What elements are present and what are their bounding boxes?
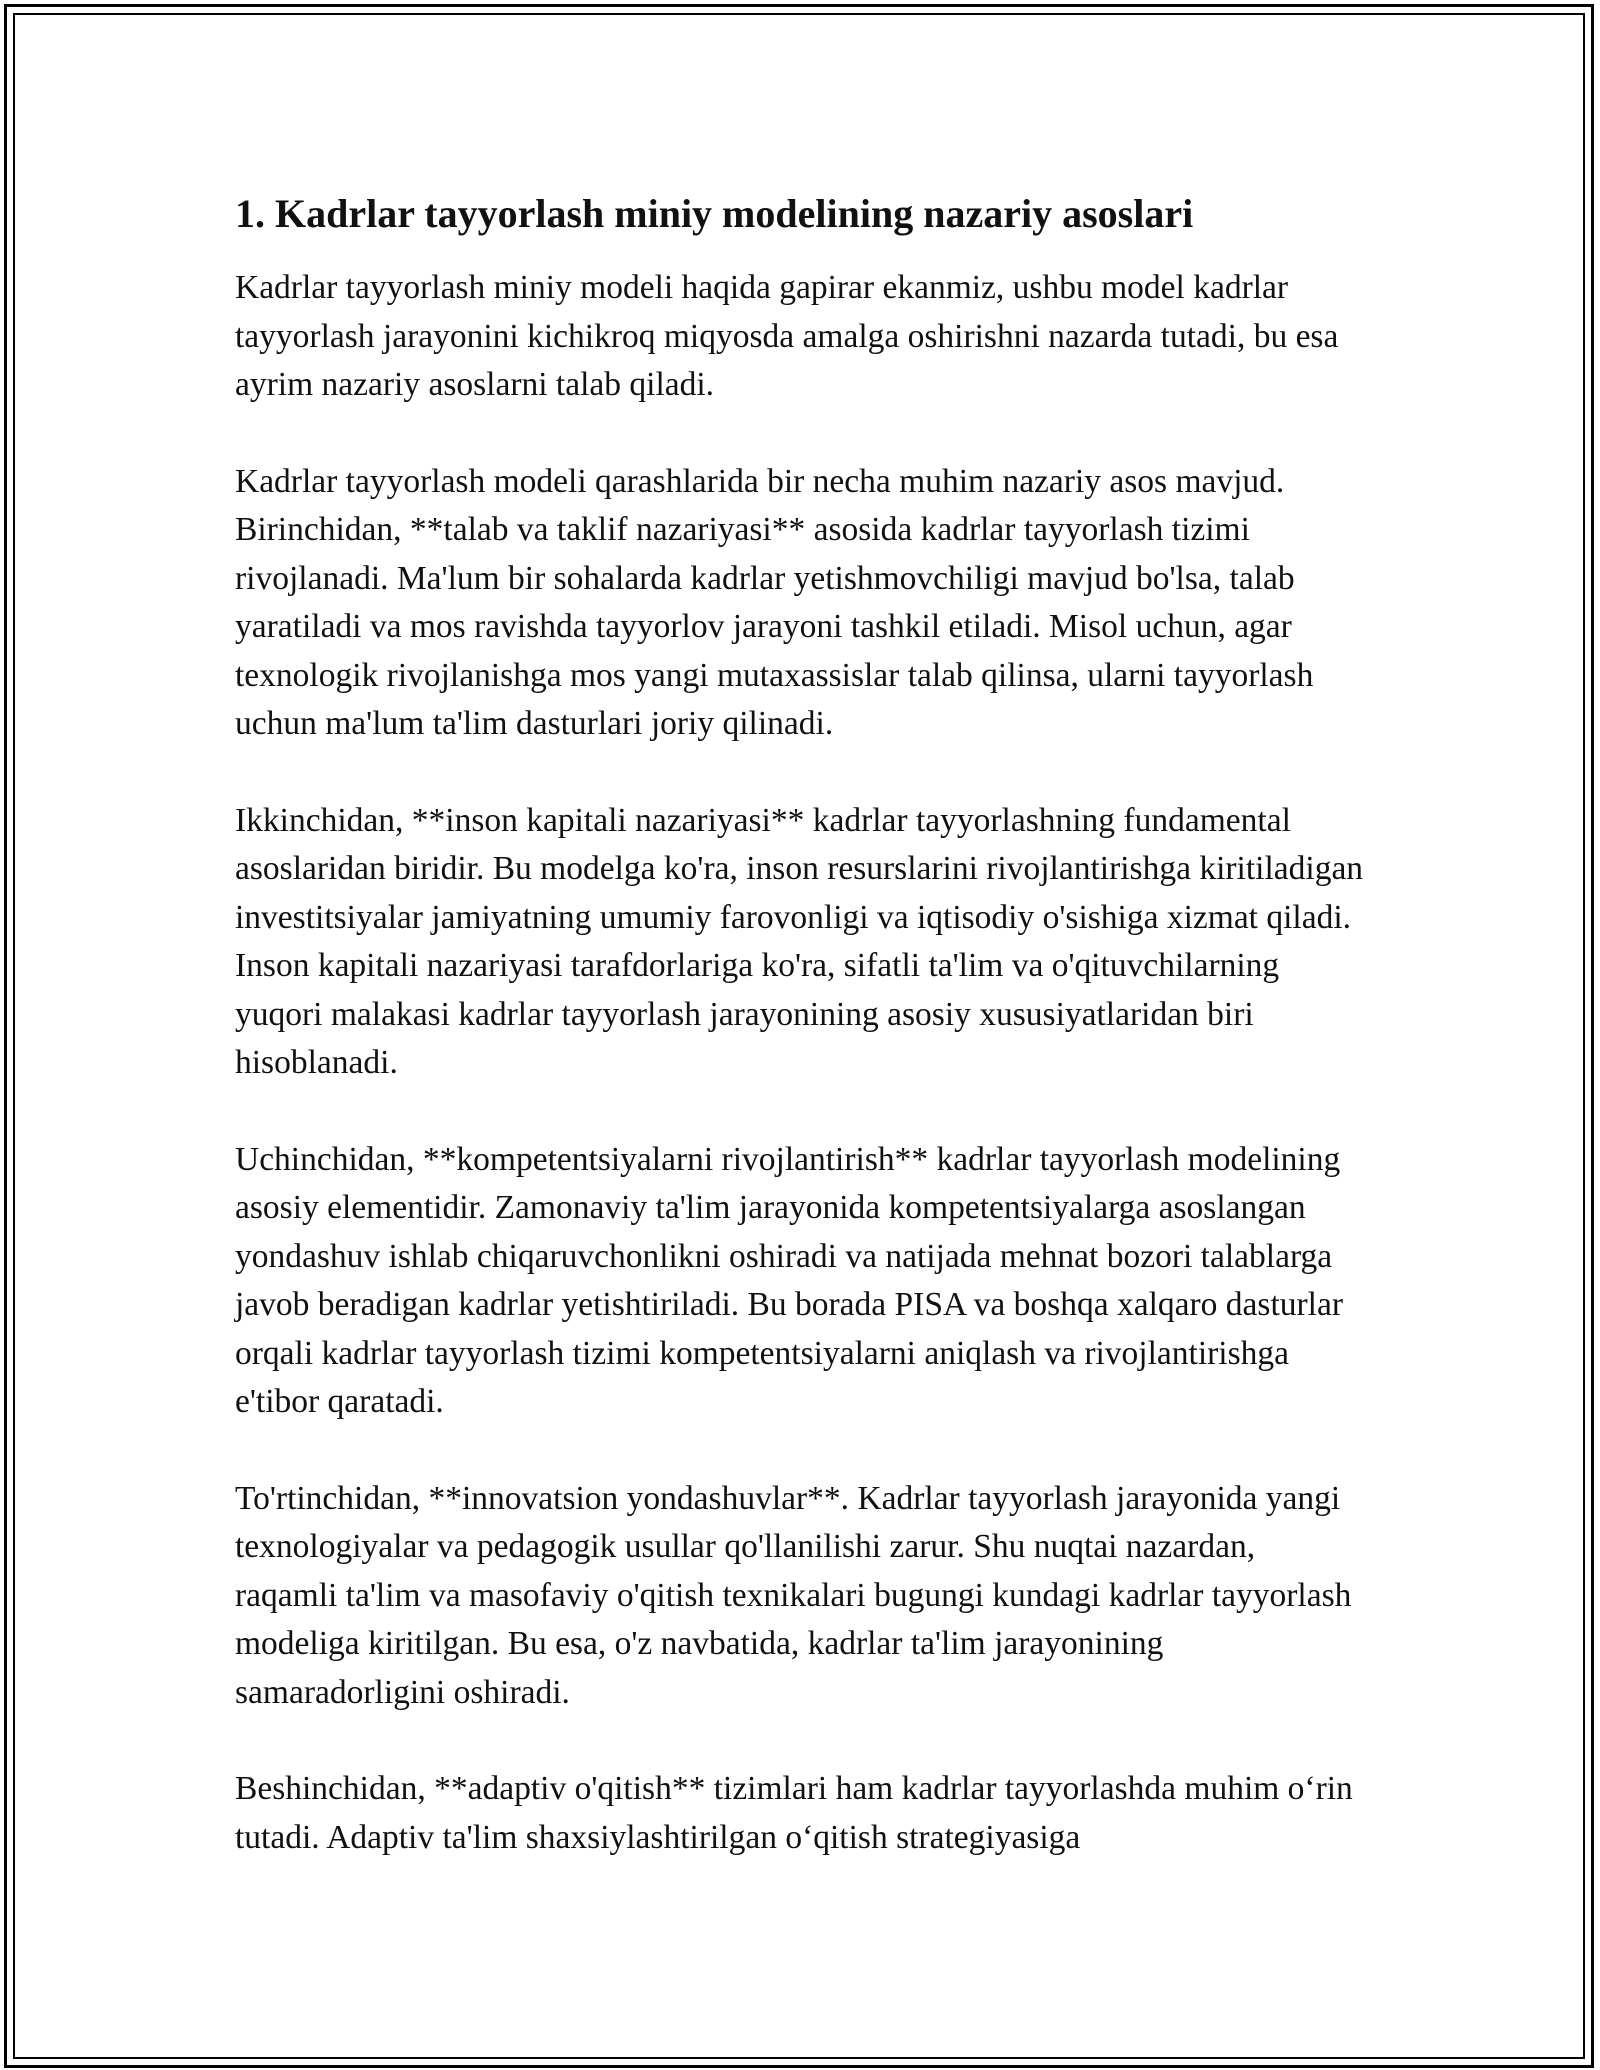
paragraph-adaptive: Beshinchidan, **adaptiv o'qitish** tizimlari ham kadrlar tayyorlashda muhim o‘rin tutadi. Adaptiv ta'lim shaxsiylashtirilgan o‘qitish strategiyasiga [235,1770,1353,1856]
paragraph-intro: Kadrlar tayyorlash miniy modeli haqida gapirar ekanmiz, ushbu model kadrlar tayyorlash jarayonini kichikroq miqyosda amalga oshirishni nazarda tutadi, bu esa ayrim nazariy asoslarni talab qiladi. [235,269,1339,403]
paragraph-supply-demand: Kadrlar tayyorlash modeli qarashlarida bir necha muhim nazariy asos mavjud. Birinchidan, **talab va taklif nazariyasi** asosida kadrlar tayyorlash tizimi rivojlanadi. Ma'lum bir sohalarda kadrlar yetishmovchiligi mavjud bo'lsa, talab yaratiladi va mos ravishda tayyorlov jarayoni tashkil etiladi. Misol uchun, agar texnologik rivojlanishga mos yangi mutaxassislar talab qilinsa, ularni tayyorlash uchun ma'lum ta'lim dasturlari joriy qilinadi. [235,462,1314,742]
paragraph-human-capital: Ikkinchidan, **inson kapitali nazariyasi** kadrlar tayyorlashning fundamental asoslaridan biridir. Bu modelga ko'ra, inson resurslarini rivojlantirishga kiritiladigan investitsiyalar jamiyatning umumiy farovonligi va iqtisodiy o'sishiga xizmat qiladi. Inson kapitali nazariyasi tarafdorlariga ko'ra, sifatli ta'lim va o'qituvchilarning yuqori malakasi kadrlar tayyorlash jarayonining asosiy xususiyatlaridan biri hisoblanadi. [235,801,1364,1081]
paragraph-competencies: Uchinchidan, **kompetentsiyalarni rivojlantirish** kadrlar tayyorlash modelining asosiy elementidir. Zamonaviy ta'lim jarayonida kompetentsiyalarga asoslangan yondashuv ishlab chiqaruvchonlikni oshiradi va natijada mehnat bozori talablarga javob beradigan kadrlar yetishtiriladi. Bu borada PISA va boshqa xalqaro dasturlar orqali kadrlar tayyorlash tizimi kompetentsiyalarni aniqlash va rivojlantirishga e'tibor qaratadi. [235,1140,1343,1420]
paragraph-innovation: To'rtinchidan, **innovatsion yondashuvlar**. Kadrlar tayyorlash jarayonida yangi texnologiyalar va pedagogik usullar qo'llanilishi zarur. Shu nuqtai nazardan, raqamli ta'lim va masofaviy o'qitish texnikalari bugungi kundagi kadrlar tayyorlash modeliga kiritilgan. Bu esa, o'z navbatida, kadrlar ta'lim jarayonining samaradorligini oshiradi. [235,1479,1352,1711]
section-title: 1. Kadrlar tayyorlash miniy modelining nazariy asoslari [235,191,1194,236]
document-body [235,186,1365,1910]
